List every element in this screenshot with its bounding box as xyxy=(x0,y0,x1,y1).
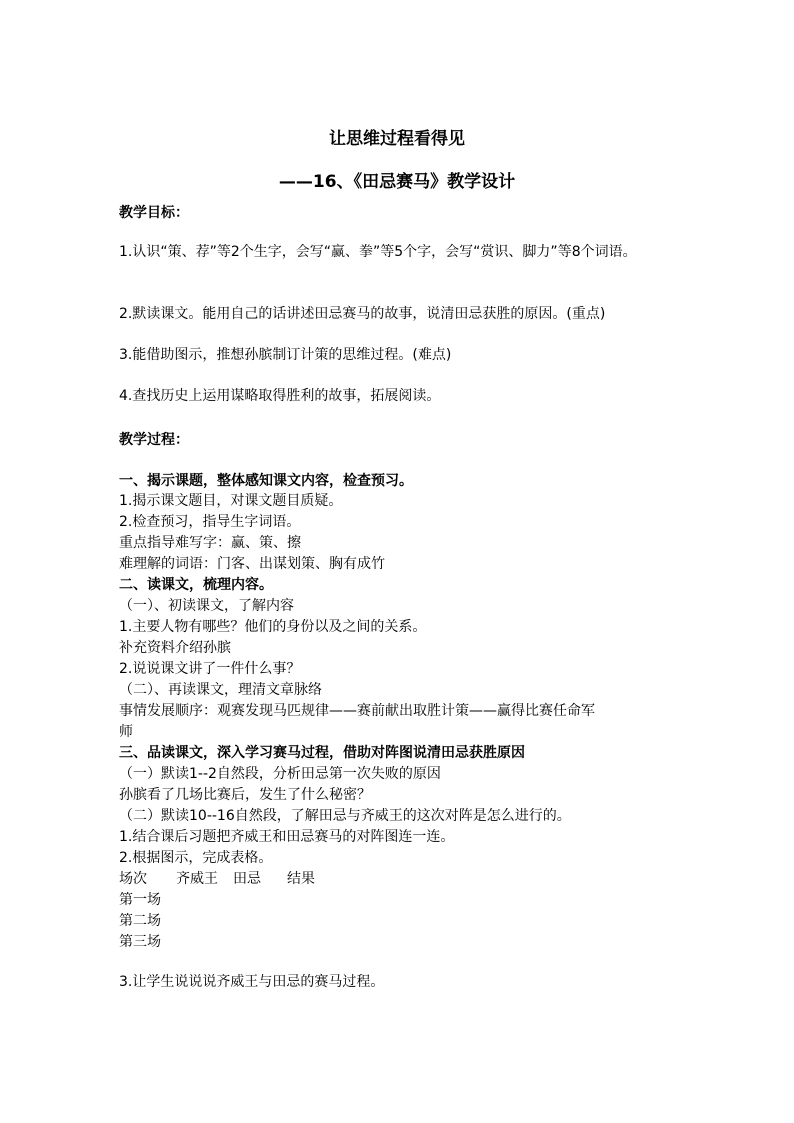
table-header-row xyxy=(119,869,519,890)
table-header-cell: 结果 xyxy=(287,871,315,887)
section-heading: 一、揭示课题，整体感知课文内容，检查预习。 xyxy=(119,473,413,489)
table-header-cell: 田忌 xyxy=(233,871,261,887)
goal-item: 1.认识“策、荐”等2个生字，会写“赢、拳”等5个字，会写“赏识、脚力”等8个词语。 xyxy=(119,244,637,260)
process-line: 2.说说课文讲了一件什么事？ xyxy=(119,661,301,677)
process-line: （二）默读10--16自然段，了解田忌与齐威王的这次对阵是怎么进行的。 xyxy=(119,808,571,824)
process-line: 重点指导难写字：赢、策、擦 xyxy=(119,535,301,551)
process-line: 2.检查预习，指导生字词语。 xyxy=(119,514,301,530)
table-row-label: 第二场 xyxy=(119,913,161,929)
goal-item: 2.默读课文。能用自己的话讲述田忌赛马的故事，说清田忌获胜的原因。(重点) xyxy=(119,306,606,322)
document-title: 让思维过程看得见 xyxy=(329,129,465,149)
section-heading: 三、品读课文，深入学习赛马过程，借助对阵图说清田忌获胜原因 xyxy=(119,745,525,761)
document-subtitle: ——16、《田忌赛马》教学设计 xyxy=(278,172,516,192)
process-line: 1.揭示课文题目，对课文题目质疑。 xyxy=(119,493,343,509)
process-line: （一）、初读课文，了解内容 xyxy=(119,598,294,614)
process-line: 3.让学生说说说齐威王与田忌的赛马过程。 xyxy=(119,974,385,990)
table-header-cell: 场次 xyxy=(119,871,147,887)
process-line: 1.结合课后习题把齐威王和田忌赛马的对阵图连一连。 xyxy=(119,829,455,845)
process-line: 1.主要人物有哪些？他们的身份以及之间的关系。 xyxy=(119,619,427,635)
process-line: 难理解的词语：门客、出谋划策、胸有成竹 xyxy=(119,556,385,572)
process-line: （二）、再读课文，理清文章脉络 xyxy=(119,682,322,698)
process-line: 师 xyxy=(119,724,133,740)
process-line: （一）默读1--2自然段，分析田忌第一次失败的原因 xyxy=(119,766,441,782)
goal-item: 4.查找历史上运用谋略取得胜利的故事，拓展阅读。 xyxy=(119,388,441,404)
process-heading: 教学过程： xyxy=(119,432,189,448)
section-heading: 二、读课文，梳理内容。 xyxy=(119,577,273,593)
table-row-label: 第三场 xyxy=(119,934,161,950)
process-line: 事情发展顺序：观赛发现马匹规律——赛前献出取胜计策——赢得比赛任命军 xyxy=(119,703,595,719)
table-header-cell: 齐威王 xyxy=(176,871,218,887)
table-row-label: 第一场 xyxy=(119,892,161,908)
process-line: 补充资料介绍孙膑 xyxy=(119,640,231,656)
goals-heading: 教学目标： xyxy=(119,205,189,221)
process-line: 2.根据图示，完成表格。 xyxy=(119,850,273,866)
goal-item: 3.能借助图示，推想孙膑制订计策的思维过程。(难点) xyxy=(119,347,452,363)
process-line: 孙膑看了几场比赛后，发生了什么秘密？ xyxy=(119,787,371,803)
